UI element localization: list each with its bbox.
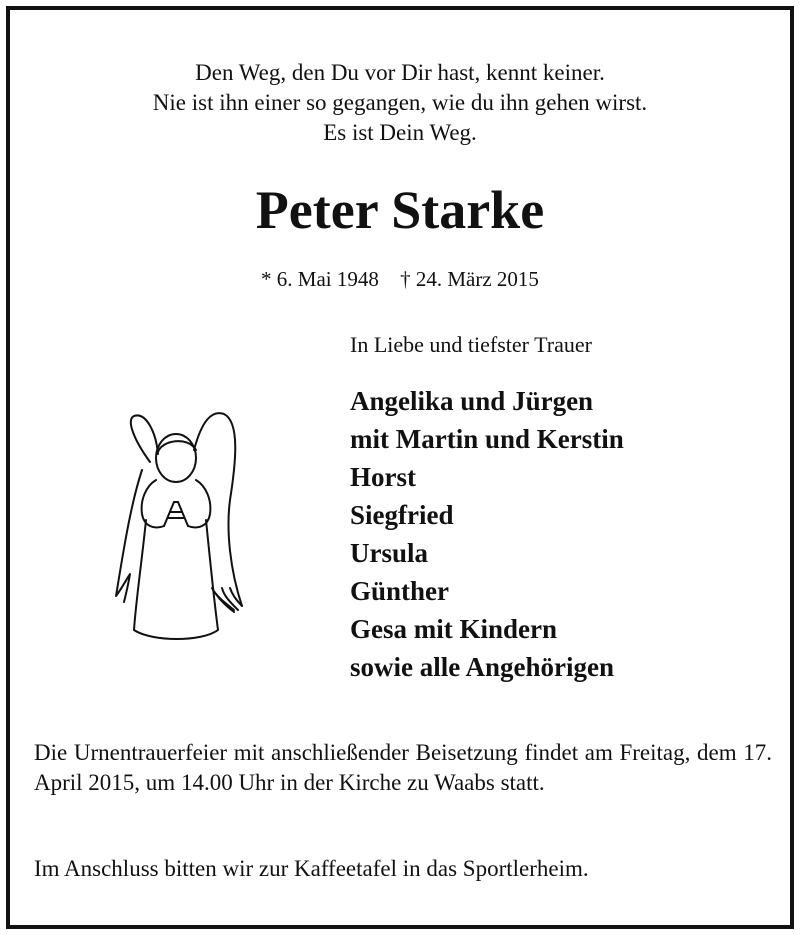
- mourners-list: [350, 382, 624, 686]
- mourner-name: Günther: [350, 576, 450, 606]
- angel-icon: [112, 410, 252, 645]
- obituary-notice: [6, 6, 794, 929]
- verse-line-2: Nie ist ihn einer so gegangen, wie du ihn gehen wirst.: [152, 90, 648, 115]
- verse: [10, 58, 790, 148]
- mourner-name: Angelika und Jürgen: [350, 386, 594, 416]
- mourner-name: mit Martin und Kerstin: [350, 424, 624, 454]
- verse-line-1: Den Weg, den Du vor Dir hast, kennt keiner.: [195, 60, 605, 85]
- birth-date: * 6. Mai 1948: [261, 267, 379, 291]
- mourner-name: Gesa mit Kindern: [350, 614, 557, 644]
- reception-notice: Im Anschluss bitten wir zur Kaffeetafel in das Sportlerheim.: [34, 856, 589, 881]
- death-date: † 24. März 2015: [400, 267, 539, 291]
- service-notice: Die Urnentrauerfeier mit anschließender Beisetzung findet am Freitag, dem 17. April 2015, um 14.00 Uhr in der Kirche zu Waabs statt.: [34, 740, 772, 795]
- mourner-name: Horst: [350, 462, 416, 492]
- mourner-name: Ursula: [350, 538, 429, 568]
- mourner-name: sowie alle Angehörigen: [350, 652, 614, 682]
- mourning-intro: In Liebe und tiefster Trauer: [350, 332, 592, 357]
- deceased-name: Peter Starke: [255, 180, 545, 240]
- life-dates: [10, 266, 790, 292]
- verse-line-3: Es ist Dein Weg.: [323, 120, 477, 145]
- mourner-name: Siegfried: [350, 500, 454, 530]
